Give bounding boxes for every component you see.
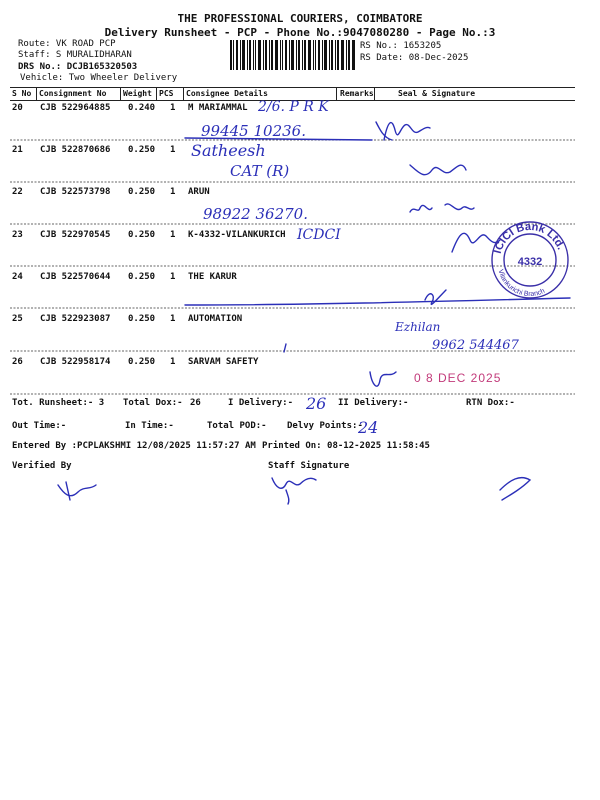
ii-delivery-label: II Delivery:- [338, 398, 409, 408]
vehicle-label: Vehicle: Two Wheeler Delivery [20, 73, 178, 83]
row-consignee: AUTOMATION [188, 314, 243, 324]
rs-date: RS Date: 08-Dec-2025 [360, 53, 469, 63]
row-sno: 23 [12, 230, 23, 240]
row-consignment: CJB 522923087 [40, 314, 111, 324]
col-header-pcs: PCS [159, 89, 174, 98]
col-header-consignment: Consignment No [39, 89, 107, 98]
company-name: THE PROFESSIONAL COURIERS, COIMBATORE [177, 12, 423, 25]
out-time-label: Out Time:- [12, 421, 67, 431]
svg-text:Vilankurichi Branch [497, 269, 547, 298]
row-pcs: 1 [170, 103, 176, 113]
row-weight: 0.250 [128, 272, 156, 282]
row-consignee: M MARIAMMAL [188, 103, 248, 113]
row-consignee: SARVAM SAFETY [188, 357, 259, 367]
bank-seal-stamp [490, 210, 570, 328]
entered-by: Entered By :PCPLAKSHMI 12/08/2025 11:57:27 AM [12, 441, 256, 451]
row-sno: 26 [12, 357, 23, 367]
row-weight: 0.250 [128, 187, 156, 197]
row-consignment: CJB 522964885 [40, 103, 111, 113]
handwritten-phone: 9962 544467 [432, 338, 519, 353]
row-consignee: THE KARUR [188, 272, 237, 282]
row-pcs: 1 [170, 145, 176, 155]
rtn-dox-label: RTN Dox:- [466, 398, 515, 408]
row-pcs: 1 [170, 314, 176, 324]
row-sno: 25 [12, 314, 23, 324]
handwritten-note: CAT (R) [230, 162, 290, 180]
total-dox-value: 26 [190, 398, 201, 408]
row-pcs: 1 [170, 272, 176, 282]
rs-number: RS No.: 1653205 [360, 41, 442, 51]
runsheet-title: Delivery Runsheet - PCP - Phone No.:9047080280 - Page No.:3 [104, 26, 496, 39]
row-sno: 21 [12, 145, 23, 155]
i-delivery-handwritten: 26 [306, 394, 327, 413]
handwritten-name: Satheesh [191, 141, 266, 160]
svg-text:ICICI Bank Ltd. [492, 221, 567, 255]
staff-label: Staff: S MURALIDHARAN [18, 50, 132, 60]
total-runsheet: Tot. Runsheet:- 3 [12, 398, 105, 408]
handwritten-note: ICDCI [297, 227, 341, 243]
handwritten-phone: 98922 36270. [203, 205, 308, 223]
col-header-sno: S No [12, 89, 32, 98]
row-sno: 22 [12, 187, 23, 197]
row-sno: 24 [12, 272, 23, 282]
row-consignment: CJB 522970545 [40, 230, 111, 240]
col-header-consignee: Consignee Details [186, 89, 268, 98]
row-consignment: CJB 522570644 [40, 272, 111, 282]
row-weight: 0.240 [128, 103, 156, 113]
route-label: Route: VK ROAD PCP [18, 39, 116, 49]
drs-number: DRS No.: DCJB165320503 [18, 62, 138, 72]
bank-seal-name: ICICI Bank Ltd. [491, 220, 567, 255]
row-consignment: CJB 522870686 [40, 145, 111, 155]
row-consignment: CJB 522958174 [40, 357, 111, 367]
bank-seal-code: 4332 [517, 256, 543, 268]
handwritten-name: Ezhilan [395, 320, 441, 334]
row-consignee: ARUN [188, 187, 210, 197]
col-header-weight: Weight [123, 89, 152, 98]
total-dox-label: Total Dox:- [123, 398, 183, 408]
row-pcs: 1 [170, 230, 176, 240]
delivery-points-handwritten: 24 [358, 418, 379, 437]
col-header-seal-signature: Seal & Signature [398, 89, 476, 98]
delivery-points-label: Delvy Points:- [287, 421, 363, 431]
i-delivery-label: I Delivery:- [228, 398, 294, 408]
row-weight: 0.250 [128, 357, 156, 367]
row-weight: 0.250 [128, 145, 156, 155]
printed-on: Printed On: 08-12-2025 11:58:45 [262, 441, 430, 451]
row-consignee: K-4332-VILANKURICH [188, 230, 286, 240]
total-pod-label: Total POD:- [207, 421, 267, 431]
row-weight: 0.250 [128, 230, 156, 240]
verified-by-label: Verified By [12, 461, 72, 471]
row-pcs: 1 [170, 187, 176, 197]
handwritten-address: 2/6. P R K [258, 99, 329, 115]
date-stamp: 0 8 DEC 2025 [414, 371, 502, 385]
in-time-label: In Time:- [125, 421, 174, 431]
row-weight: 0.250 [128, 314, 156, 324]
col-header-remarks: Remarks [340, 89, 374, 98]
bank-seal-branch: Vilankurichi Branch [496, 268, 547, 299]
row-pcs: 1 [170, 357, 176, 367]
handwritten-phone: 99445 10236. [201, 122, 306, 140]
staff-signature-label: Staff Signature [268, 461, 350, 471]
row-sno: 20 [12, 103, 23, 113]
row-consignment: CJB 522573798 [40, 187, 111, 197]
